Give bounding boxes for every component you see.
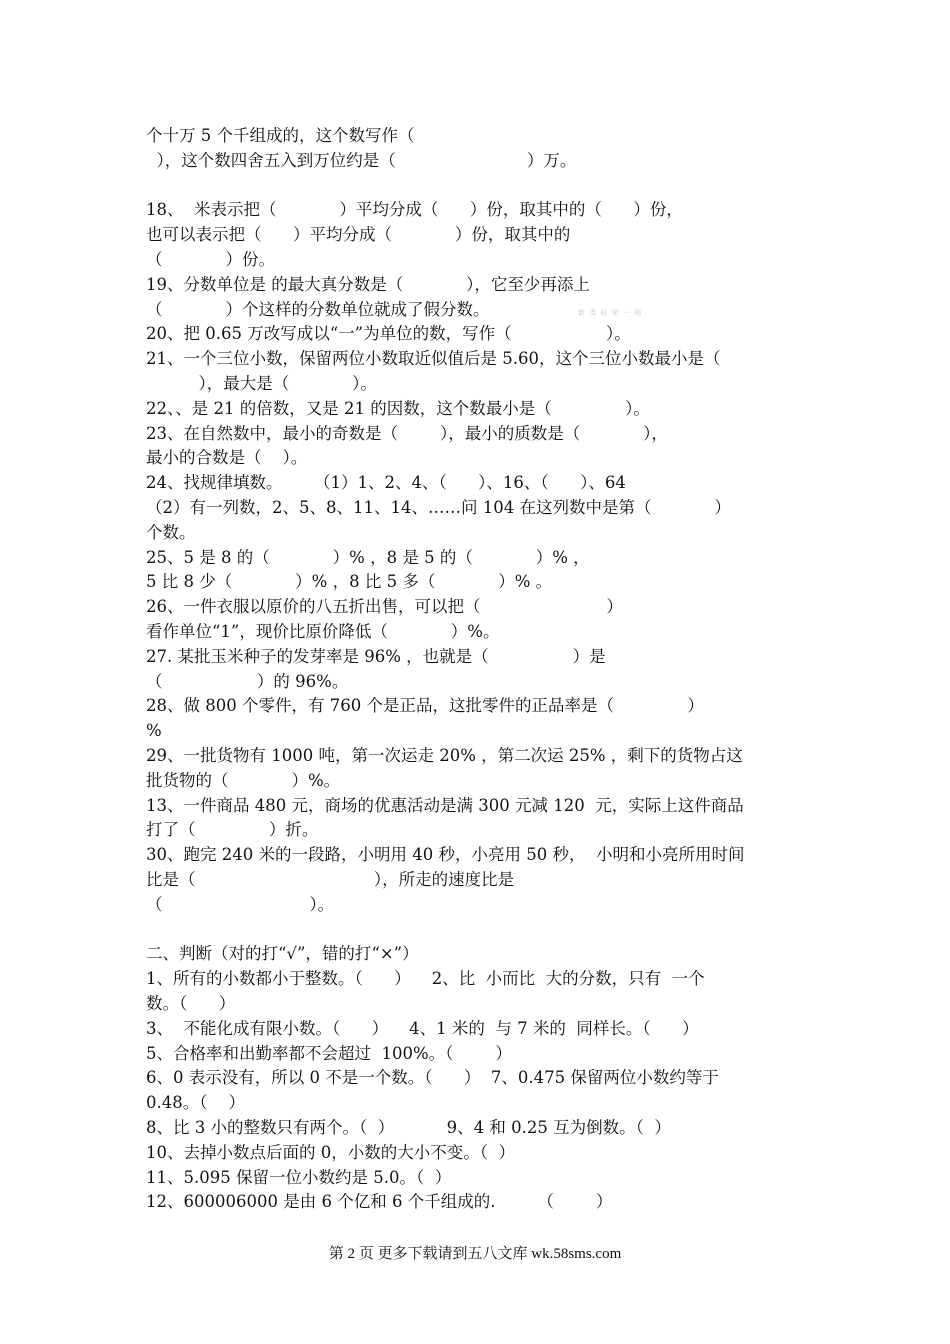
text-line: 30、跑完 240 米的一段路，小明用 40 秒，小亮用 50 秒， 小明和小亮所用时间: [146, 845, 745, 865]
text-line: 个数。: [146, 522, 196, 542]
text-line: 23、在自然数中，最小的奇数是（ ），最小的质数是（ ），: [146, 423, 668, 443]
text-line: 12、600006000 是由 6 个亿和 6 个千组成的. （ ）: [146, 1192, 613, 1212]
text-line: 也可以表示把（ ）平均分成（ ）份，取其中的: [146, 225, 571, 245]
text-line: 3、 不能化成有限小数。（ ） 4、1 米的 与 7 米的 同样长。（ ）: [146, 1018, 699, 1038]
text-line: 比是（ ），所走的速度比是: [146, 870, 515, 889]
blank-line: [146, 918, 810, 942]
text-line: %: [146, 721, 162, 741]
text-line: 5 比 8 少（ ）% ，8 比 5 多（ ）% 。: [146, 572, 553, 592]
text-line: 25、5 是 8 的（ ）% ，8 是 5 的（ ）% ，: [146, 547, 590, 567]
text-line: （ ）。: [146, 894, 335, 914]
text-line: （ ）个这样的分数单位就成了假分数。: [146, 299, 490, 319]
text-line: 21、一个三位小数，保留两位小数取近似值后是 5.60，这个三位小数最小是（: [146, 349, 721, 369]
text-line: 0.48。（ ）: [146, 1093, 245, 1113]
text-line: 最小的合数是（ ）。: [146, 448, 308, 468]
page-footer: 第 2 页 更多下载请到五八文库 wk.58sms.com: [328, 1246, 622, 1262]
text-line: 8、比 3 小的整数只有两个。（ ） 9、4 和 0.25 互为倒数。（ ）: [146, 1118, 671, 1137]
text-line: 13、一件商品 480 元，商场的优惠活动是满 300 元减 120 元，实际上这件商品: [146, 795, 744, 815]
text-line: 二、判断（对的打“√”，错的打“×”）: [146, 944, 419, 964]
text-line: 24、找规律填数。 （1）1、2、4、（ ）、16、（ ）、64: [146, 473, 626, 493]
text-line: 22、、是 21 的倍数，又是 21 的因数，这个数最小是（ ）。: [146, 398, 650, 418]
text-line: 18、 米表示把（ ）平均分成（ ）份，取其中的（ ）份，: [146, 200, 683, 220]
text-line: 5、合格率和出勤率都不会超过 100%。（ ）: [146, 1043, 512, 1063]
text-line: 批货物的（ ）%。: [146, 770, 341, 790]
text-line: （2）有一列数，2、5、8、11、14、……问 104 在这列数中是第（ ）: [146, 498, 731, 517]
text-line: 20、把 0.65 万改写成以“一”为单位的数，写作（ ）。: [146, 324, 631, 344]
text-line: ），这个数四舍五入到万位约是（ ）万。: [146, 150, 577, 170]
text-line: 19、分数单位是 的最大真分数是（ ），它至少再添上: [146, 274, 590, 294]
text-line: 11、5.095 保留一位小数约是 5.0。（ ）: [146, 1167, 452, 1187]
text-line: ），最大是（ ）。: [146, 374, 377, 393]
text-line: 打了（ ）折。: [146, 820, 319, 840]
text-line: 数。（ ）: [146, 994, 236, 1013]
text-line: 看作单位“1”，现价比原价降低（ ）%。: [146, 622, 500, 641]
watermark-text: 新 课 标 第 一 网: [578, 309, 643, 317]
text-line: 28、做 800 个零件，有 760 个是正品，这批零件的正品率是（ ）: [146, 696, 704, 716]
text-line: 1、所有的小数都小于整数。（ ） 2、比 小而比 大的分数，只有 一个: [146, 969, 705, 989]
text-line: （ ）份。: [146, 250, 275, 269]
text-line: （ ）的 96%。: [146, 671, 349, 691]
text-line: 个十万 5 个千组成的，这个数写作（: [146, 126, 415, 145]
text-line: 6、0 表示没有，所以 0 不是一个数。（ ） 7、0.475 保留两位小数约等于: [146, 1068, 719, 1088]
text-line: 26、一件衣服以原价的八五折出售，可以把（ ）: [146, 597, 623, 617]
text-line: 10、去掉小数点后面的 0，小数的大小不变。（ ）: [146, 1142, 515, 1162]
text-line: 29、一批货物有 1000 吨，第一次运走 20% ，第二次运 25% ，剩下的货物占这: [146, 746, 743, 765]
blank-line: [146, 174, 810, 198]
text-line: 27. 某批玉米种子的发芽率是 96% ，也就是（ ）是: [146, 646, 606, 666]
